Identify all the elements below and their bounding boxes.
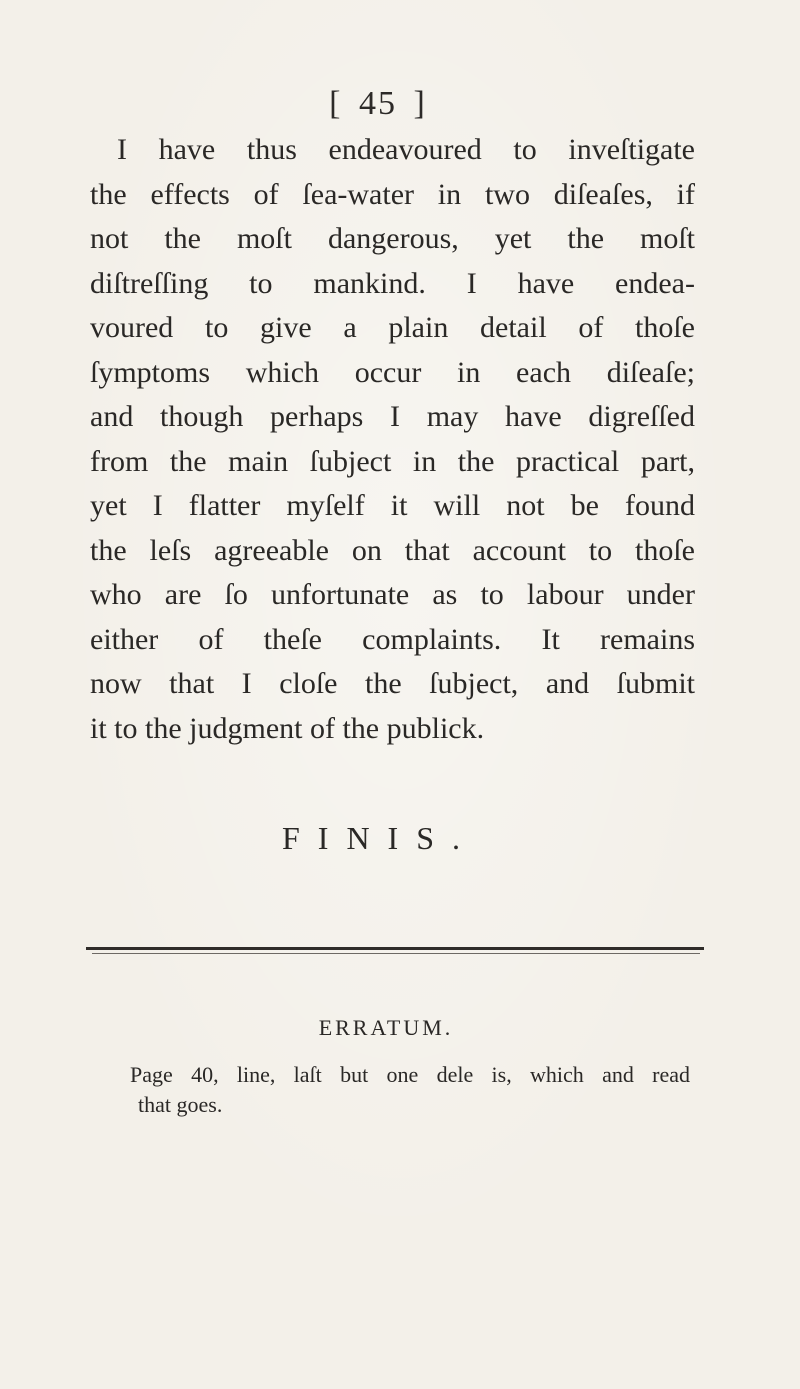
body-line: yet I flatter myſelf it will not be found xyxy=(90,489,695,522)
body-line: now that I cloſe the ſubject, and ſubmit xyxy=(90,667,695,700)
erratum-line: Page 40, line, laſt but one dele is, which and read xyxy=(130,1062,690,1087)
page-number: [ 45 ] xyxy=(329,85,427,122)
erratum-line: that goes. xyxy=(138,1092,223,1117)
divider-rule-thin xyxy=(92,953,700,954)
body-line: not the moſt dangerous, yet the moſt xyxy=(90,222,695,255)
erratum-heading: ERRATUM. xyxy=(318,1015,454,1040)
body-line: who are ſo unfortunate as to labour under xyxy=(90,578,695,611)
body-line: ſymptoms which occur in each diſeaſe; xyxy=(90,355,695,389)
body-line: the effects of ſea-water in two diſeaſes, if xyxy=(90,177,695,211)
body-line: diſtreſſing to mankind. I have endea- xyxy=(90,266,695,300)
finis-heading: FINIS. xyxy=(281,820,478,856)
body-line: voured to give a plain detail of thoſe xyxy=(90,311,695,344)
body-line: either of theſe complaints. It remains xyxy=(90,622,695,656)
body-line: from the main ſubject in the practical part, xyxy=(90,444,695,478)
body-line: the leſs agreeable on that account to thoſe xyxy=(90,533,695,567)
body-paragraph xyxy=(90,128,695,751)
body-line: I have thus endeavoured to inveſtigate xyxy=(117,133,695,166)
body-line: it to the judgment of the publick. xyxy=(90,711,485,745)
erratum-note xyxy=(130,1060,690,1120)
divider-rule xyxy=(86,947,704,950)
body-line: and though perhaps I may have digreſſed xyxy=(90,400,695,433)
